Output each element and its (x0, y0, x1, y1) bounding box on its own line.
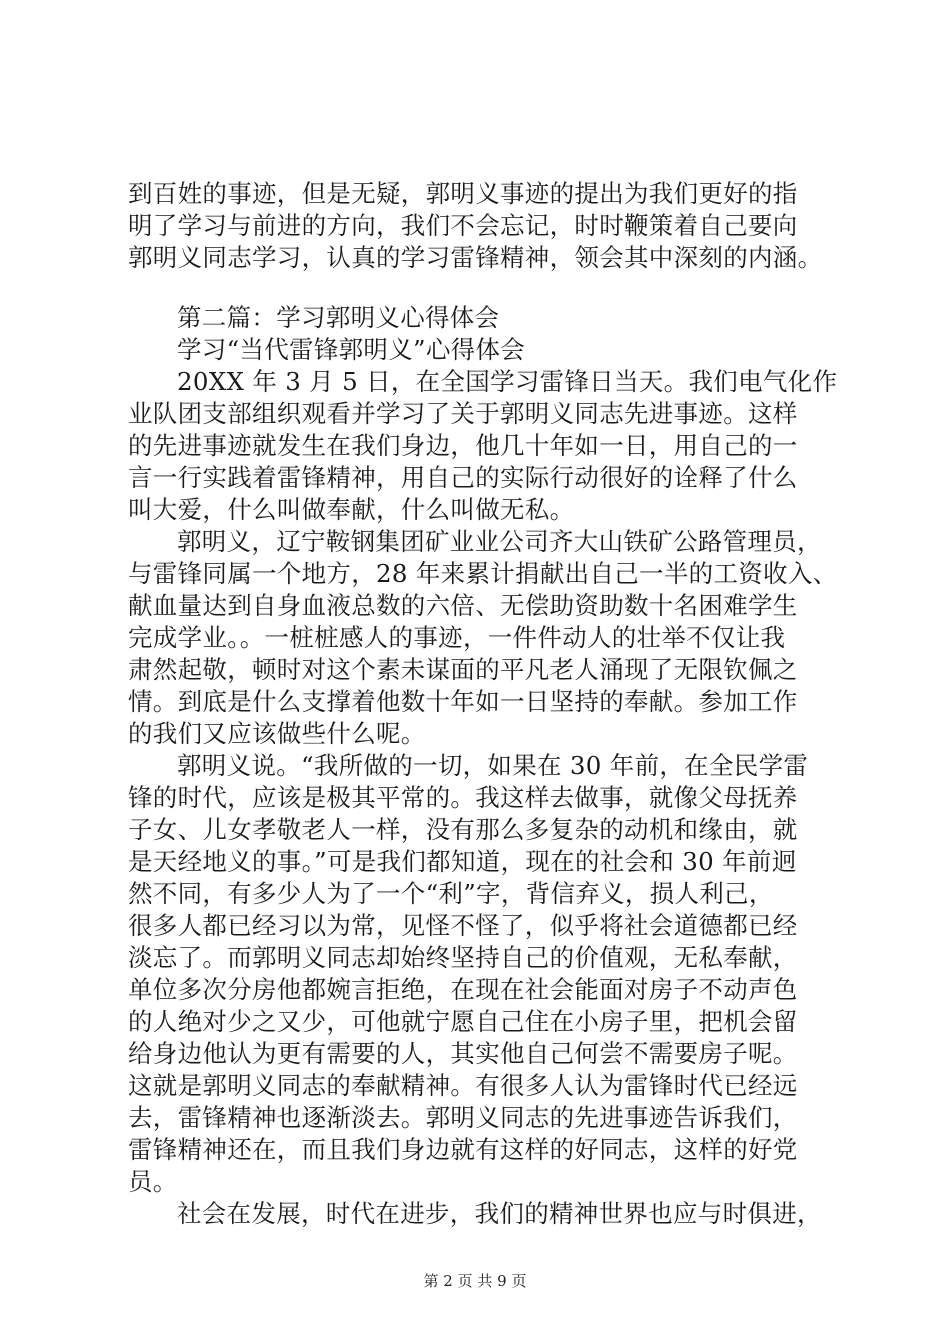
text-line: 去，雷锋精神也逐渐淡去。郭明义同志的先进事迹告诉我们， (128, 1103, 798, 1132)
text-line: 献血量达到自身血液总数的六倍、无偿助资助数十名困难学生 (128, 591, 798, 620)
text-line: 的人绝对少之又少，可他就宁愿自己住在小房子里，把机会留 (128, 1007, 798, 1036)
text-line: 郭明义说。“我所做的一切，如果在 30 年前，在全民学雷 (177, 751, 809, 780)
text-line: 20XX 年 3 月 5 日，在全国学习雷锋日当天。我们电气化作 (177, 367, 838, 396)
text-line: 这就是郭明义同志的奉献精神。有很多人认为雷锋时代已经远 (128, 1071, 798, 1100)
text-line: 第二篇：学习郭明义心得体会 (177, 303, 500, 332)
text-line: 锋的时代，应该是极其平常的。我这样去做事，就像父母抚养 (128, 783, 798, 812)
text-line: 雷锋精神还在，而且我们身边就有这样的好同志，这样的好党 (128, 1135, 798, 1164)
text-line: 叫大爱，什么叫做奉献，什么叫做无私。 (128, 495, 575, 524)
text-line: 的先进事迹就发生在我们身边，他几十年如一日，用自己的一 (128, 431, 798, 460)
text-line: 与雷锋同属一个地方，28 年来累计捐献出自己一半的工资收入、 (128, 559, 838, 588)
page-footer: 第 2 页 共 9 页 (423, 1272, 527, 1290)
text-line: 言一行实践着雷锋精神，用自己的实际行动很好的诠释了什么 (128, 463, 798, 492)
text-line: 到百姓的事迹，但是无疑，郭明义事迹的提出为我们更好的指 (128, 179, 798, 208)
text-line: 社会在发展，时代在进步，我们的精神世界也应与时俱进， (177, 1199, 822, 1228)
text-line: 单位多次分房他都婉言拒绝，在现在社会能面对房子不动声色 (128, 975, 798, 1004)
text-line: 完成学业。。一桩桩感人的事迹，一件件动人的壮举不仅让我 (128, 623, 786, 652)
text-line: 是天经地义的事。”可是我们都知道，现在的社会和 30 年前迥 (128, 847, 797, 876)
text-line: 业队团支部组织观看并学习了关于郭明义同志先进事迹。这样 (128, 399, 798, 428)
text-line: 郭明义同志学习，认真的学习雷锋精神，领会其中深刻的内涵。 (128, 243, 823, 272)
text-line: 情。到底是什么支撑着他数十年如一日坚持的奉献。参加工作 (128, 687, 798, 716)
text-line: 淡忘了。而郭明义同志却始终坚持自己的价值观，无私奉献， (128, 943, 798, 972)
text-line: 给身边他认为更有需要的人，其实他自己何尝不需要房子呢。 (128, 1039, 798, 1068)
text-line: 员。 (128, 1167, 178, 1196)
paragraph-gap (128, 274, 853, 302)
text-line: 子女、儿女孝敬老人一样，没有那么多复杂的动机和缘由，就 (128, 815, 798, 844)
text-line: 很多人都已经习以为常，见怪不怪了，似乎将社会道德都已经 (128, 911, 798, 940)
text-line: 肃然起敬，顿时对这个素未谋面的平凡老人涌现了无限钦佩之 (128, 655, 798, 684)
text-line: 然不同，有多少人为了一个“利”字，背信弃义，损人利己， (128, 879, 774, 908)
text-line: 的我们又应该做些什么呢。 (128, 719, 426, 748)
document-body (128, 178, 853, 1230)
text-line: 明了学习与前进的方向，我们不会忘记，时时鞭策着自己要向 (128, 211, 798, 240)
text-line: 学习“当代雷锋郭明义”心得体会 (177, 335, 526, 364)
text-line: 郭明义，辽宁鞍钢集团矿业业公司齐大山铁矿公路管理员， (177, 527, 822, 556)
